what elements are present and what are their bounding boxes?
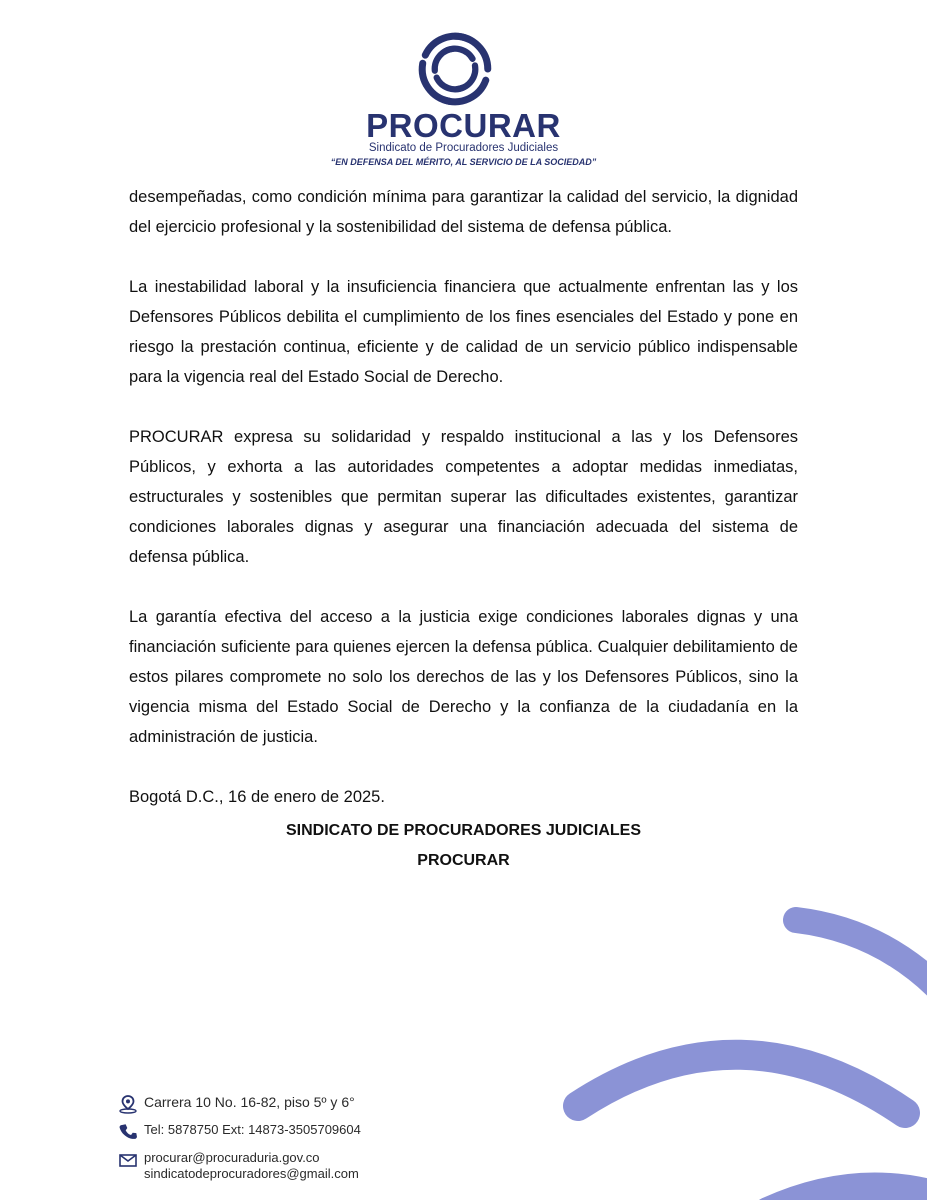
paragraph-3: PROCURAR expresa su solidaridad y respaldo institucional a las y los Defensores Públicos, y exhorta a las autoridades competentes a adoptar medidas inmediatas, estructurales y sostenibles que permitan superar las dificultades existentes, garantizar condiciones laborales dignas y asegurar una financiación adecuada del sistema de defensa pública. [129,428,798,566]
brand-subtitle: Sindicato de Procuradores Judiciales [368,142,559,154]
decorative-arc-middle [578,1055,905,1113]
paragraph-2: La inestabilidad laboral y la insuficiencia financiera que actualmente enfrentan las y los Defensores Públicos debilita el cumplimiento de los fines esenciales del Estado y pone en riesgo la prestación continua, eficiente y de calidad de un servicio público indispensable para la vigencia real del Estado Social de Derecho. [129,278,798,386]
brand-motto: “EN DEFENSA DEL MÉRITO, AL SERVICIO DE LA SOCIEDAD” [330,157,597,167]
footer-address-row [118,1094,361,1114]
footer-address: Carrera 10 No. 16-82, piso 5º y 6° [144,1094,355,1110]
footer-email-2[interactable]: sindicatodeprocuradores@gmail.com [144,1166,359,1181]
phone-icon [118,1122,138,1142]
signature-line-2: PROCURAR [417,852,510,869]
footer-email-row [118,1150,361,1182]
letterhead [0,0,927,180]
decorative-arc-bottom [768,1188,927,1200]
footer-emails [144,1150,359,1182]
paragraph-1: desempeñadas, como condición mínima para garantizar la calidad del servicio, la dignidad del ejercicio profesional y la sostenibilidad del sistema de defensa pública. [129,188,798,236]
letter-body [129,182,798,842]
footer-phone: Tel: 5878750 Ext: 14873-3505709604 [144,1122,361,1137]
signature-line-1: SINDICATO DE PROCURADORES JUDICIALES [286,822,641,839]
envelope-icon [118,1150,138,1170]
footer-email-1[interactable]: procurar@procuraduria.gov.co [144,1150,320,1165]
signature-block [0,816,927,876]
brand-name: PROCURAR [366,107,561,144]
footer-phone-row [118,1122,361,1142]
location-pin-icon [118,1094,138,1114]
paragraph-4: La garantía efectiva del acceso a la justicia exige condiciones laborales dignas y una financiación suficiente para quienes ejercen la defensa pública. Cualquier debilitamiento de estos pilares compromete no solo los derechos de las y los Defensores Públicos, sino la vigencia misma del Estado Social de Derecho y la confianza de la ciudadanía en la administración de justicia. [129,608,798,746]
footer-contact [118,1094,361,1190]
procurar-logo-icon [416,30,494,108]
decorative-arc-top [796,920,927,990]
date-line: Bogotá D.C., 16 de enero de 2025. [129,788,385,806]
